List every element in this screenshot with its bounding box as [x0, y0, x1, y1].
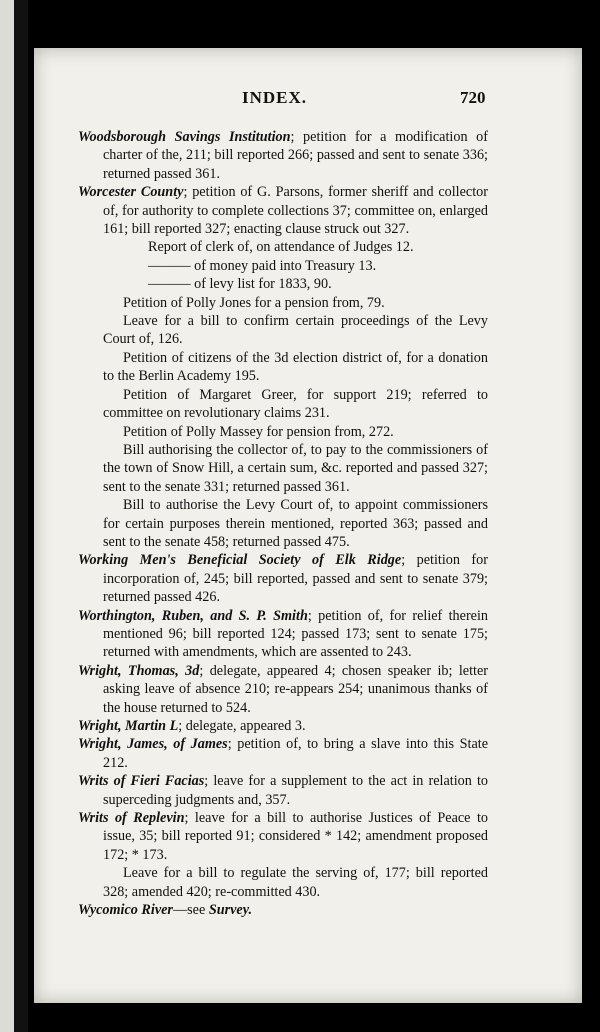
index-entries: [78, 128, 488, 919]
index-subentry: Leave for a bill to confirm certain proceedings of the Levy Court of, 126.: [103, 313, 488, 348]
index-entry: Worthington, Ruben, and S. P. Smith; petition of, for relief therein mentioned 96; bill reported 124; passed 173; sent to senate 175; returned with amendments, which are assented to 243.: [78, 607, 489, 661]
page-header: [34, 88, 582, 112]
index-entry: Worcester County; petition of G. Parsons, former sheriff and collector of, for authority to complete collections 37; committee on, enlarged 161; bill reported 327; enacting clause struck out 327.: [78, 184, 488, 238]
index-subentry: Petition of Polly Massey for pension from, 272.: [123, 423, 394, 440]
index-entry: Writs of Fieri Facias; leave for a supplement to the act in relation to superceding judgments and, 357.: [78, 773, 488, 808]
index-subentry: ——— of levy list for 1833, 90.: [148, 276, 332, 293]
page-title: INDEX.: [242, 88, 308, 107]
index-entry: Wright, Martin L; delegate, appeared 3.: [78, 718, 306, 734]
index-entry: Wycomico River—see Survey.: [78, 902, 253, 919]
index-entry: Wright, Thomas, 3d; delegate, appeared 4; chosen speaker ib; letter asking leave of absence 210; re-appears 254; unanimous thanks of the house returned to 524.: [78, 662, 488, 716]
index-entry: Wright, James, of James; petition of, to bring a slave into this State 212.: [78, 736, 488, 771]
index-entry: Woodsborough Savings Institution; petition for a modification of charter of the, 211; bill reported 266; passed and sent to senate 336; returned passed 361.: [78, 129, 488, 182]
index-subentry: Bill authorising the collector of, to pay to the commissioners of the town of Snow Hill, a certain sum, &c. reported and passed 327; sent to the senate 331; returned passed 361.: [103, 441, 488, 495]
index-subentry: Report of clerk of, on attendance of Judges 12.: [148, 239, 414, 256]
index-subentry: Bill to authorise the Levy Court of, to appoint commissioners for certain purposes therein mentioned, reported 363; passed and sent to the senate 458; returned passed 475.: [103, 497, 488, 550]
scan-edge-dark: [14, 0, 28, 1032]
book-page: [34, 48, 582, 1003]
index-entry: Working Men's Beneficial Society of Elk Ridge; petition for incorporation of, 245; bill reported, passed and sent to senate 379; returned passed 426.: [78, 552, 488, 606]
index-subentry: Petition of Polly Jones for a pension from, 79.: [123, 294, 385, 311]
index-subentry: Leave for a bill to regulate the serving of, 177; bill reported 328; amended 420; re-committed 430.: [103, 865, 488, 900]
index-subentry: Petition of Margaret Greer, for support 219; referred to committee on revolutionary claims 231.: [103, 386, 488, 422]
index-subentry: Petition of citizens of the 3d election district of, for a donation to the Berlin Academy 195.: [103, 349, 488, 385]
index-subentry: ——— of money paid into Treasury 13.: [148, 257, 377, 274]
page-number: 720: [460, 88, 486, 107]
index-entry: Writs of Replevin; leave for a bill to authorise Justices of Peace to issue, 35; bill reported 91; considered * 142; amendment proposed 172; * 173.: [78, 810, 488, 863]
